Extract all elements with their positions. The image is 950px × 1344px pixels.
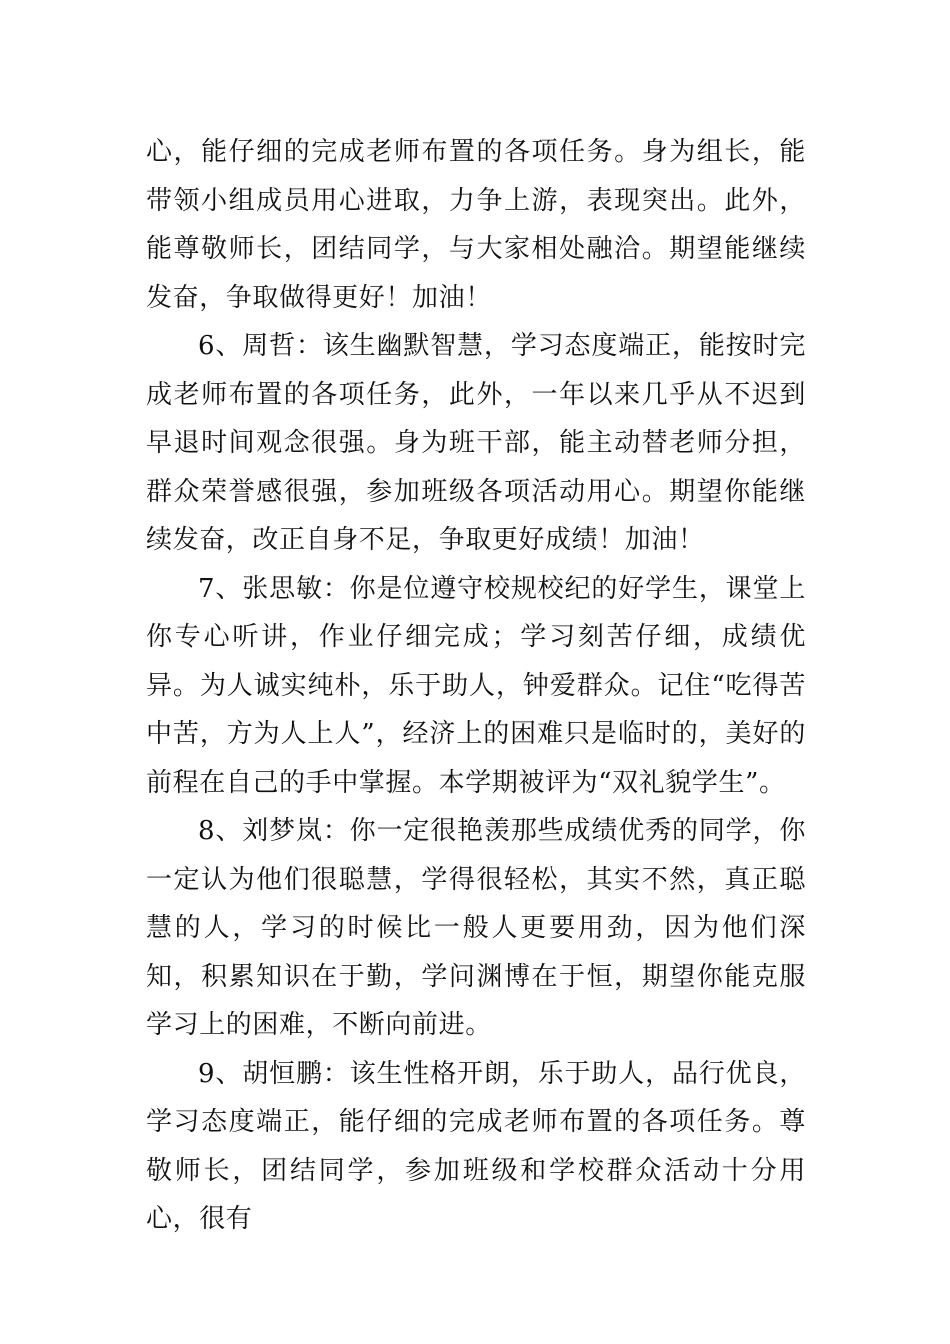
paragraph-item-9: 9、胡恒鹏：该生性格开朗，乐于助人，品行优良，学习态度端正，能仔细的完成老师布置的各项任务。尊敬师长，团结同学，参加班级和学校群众活动十分用心，很有: [146, 1058, 806, 1234]
paragraph-item-6: 6、周哲：该生幽默智慧，学习态度端正，能按时完成老师布置的各项任务，此外，一年以来几乎从不迟到早退时间观念很强。身为班干部，能主动替老师分担，群众荣誉感很强，参加班级各项活动用心。期望你能继续发奋，改正自身不足，争取更好成绩！加油！: [146, 331, 806, 555]
paragraph-item-8: 8、刘梦岚：你一定很艳羡那些成绩优秀的同学，你一定认为他们很聪慧，学得很轻松，其实不然，真正聪慧的人，学习的时候比一般人更要用劲，因为他们深知，积累知识在于勤，学问渊博在于恒，期望你能克服学习上的困难，不断向前进。: [146, 816, 806, 1040]
paragraph-continuation: 心，能仔细的完成老师布置的各项任务。身为组长，能带领小组成员用心进取，力争上游，表现突出。此外，能尊敬师长，团结同学，与大家相处融洽。期望能继续发奋，争取做得更好！加油！: [146, 137, 806, 313]
document-body: [146, 128, 806, 1244]
paragraph-item-7: 7、张思敏：你是位遵守校规校纪的好学生，课堂上你专心听讲，作业仔细完成；学习刻苦仔细，成绩优异。为人诚实纯朴，乐于助人，钟爱群众。记住“吃得苦中苦，方为人上人”，经济上的困难只是临时的，美好的前程在自己的手中掌握。本学期被评为“双礼貌学生”。: [146, 573, 806, 798]
